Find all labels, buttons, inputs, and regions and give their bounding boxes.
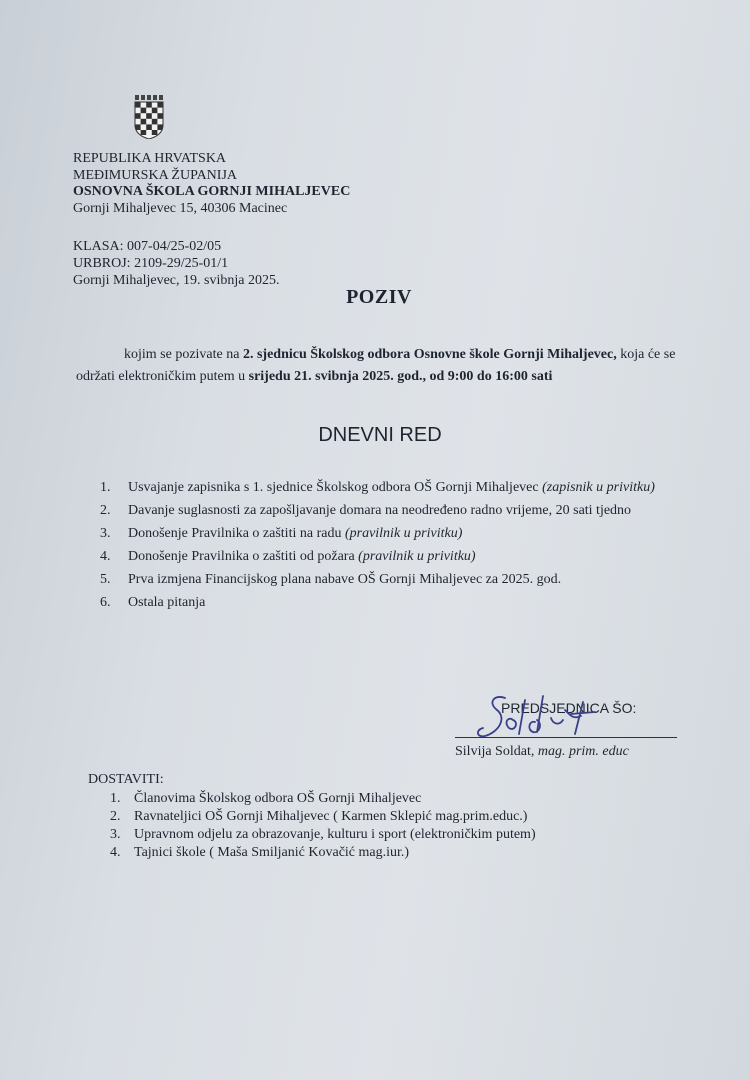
invite-lead: kojim se pozivate na: [124, 347, 243, 362]
coat-of-arms-icon: [133, 95, 165, 139]
agenda-item: 3. Donošenje Pravilnika o zaštiti na radu (pravilnik u privitku): [100, 526, 463, 541]
agenda-item: 1. Usvajanje zapisnika s 1. sjednice Školskog odbora OŠ Gornji Mihaljevec (zapisnik u privitku): [100, 480, 655, 495]
signatory-name: Silvija Soldat, mag. prim. educ: [455, 744, 629, 759]
signature-label: PREDSJEDNICA ŠO:: [501, 700, 637, 716]
agenda-title: DNEVNI RED: [318, 424, 442, 446]
header-address: Gornji Mihaljevec 15, 40306 Macinec: [73, 201, 288, 216]
document-date: Gornji Mihaljevec, 19. svibnja 2025.: [73, 273, 280, 288]
agenda-item: 2. Davanje suglasnosti za zapošljavanje domara na neodređeno radno vrijeme, 20 sati tjedno: [100, 503, 632, 518]
urbroj: URBROJ: 2109-29/25-01/1: [73, 256, 229, 271]
agenda-item: 4. Donošenje Pravilnika o zaštiti od požara (pravilnik u privitku): [100, 549, 476, 564]
agenda-item: 5. Prva izmjena Financijskog plana nabave OŠ Gornji Mihaljevec za 2025. god.: [100, 572, 562, 587]
invite-datetime: srijedu 21. svibnja 2025. god., od 9:00 do 16:00 sati: [248, 369, 553, 384]
distribution-item: 1. Članovima Školskog odbora OŠ Gornji Mihaljevec: [110, 791, 422, 806]
distribution-item: 2. Ravnateljici OŠ Gornji Mihaljevec ( Karmen Sklepić mag.prim.educ.): [110, 809, 528, 824]
distribution-item: 4. Tajnici škole ( Maša Smiljanić Kovačić mag.iur.): [110, 845, 410, 860]
invite-mid: koja će se održati elektroničkim putem u: [76, 347, 676, 384]
signature-block: [455, 700, 685, 780]
invite-meeting: 2. sjednicu Školskog odbora Osnovne škole Gornji Mihaljevec,: [242, 347, 617, 362]
signature-line: [455, 737, 677, 738]
klasa: KLASA: 007-04/25-02/05: [73, 239, 222, 254]
distribution-item: 3. Upravnom odjelu za obrazovanje, kulturu i sport (elektroničkim putem): [110, 827, 536, 842]
distribution-list: [110, 790, 536, 862]
agenda-item: 6. Ostala pitanja: [100, 595, 206, 610]
agenda-list: [100, 478, 680, 616]
header-country: REPUBLIKA HRVATSKA: [73, 151, 227, 166]
distribution-label: DOSTAVITI:: [88, 772, 164, 787]
invitation-paragraph: [76, 344, 676, 388]
header-county: MEĐIMURSKA ŽUPANIJA: [73, 168, 238, 183]
document-title: POZIV: [346, 286, 412, 308]
header-school: OSNOVNA ŠKOLA GORNJI MIHALJEVEC: [73, 184, 351, 199]
handwritten-signature-icon: [465, 690, 615, 750]
